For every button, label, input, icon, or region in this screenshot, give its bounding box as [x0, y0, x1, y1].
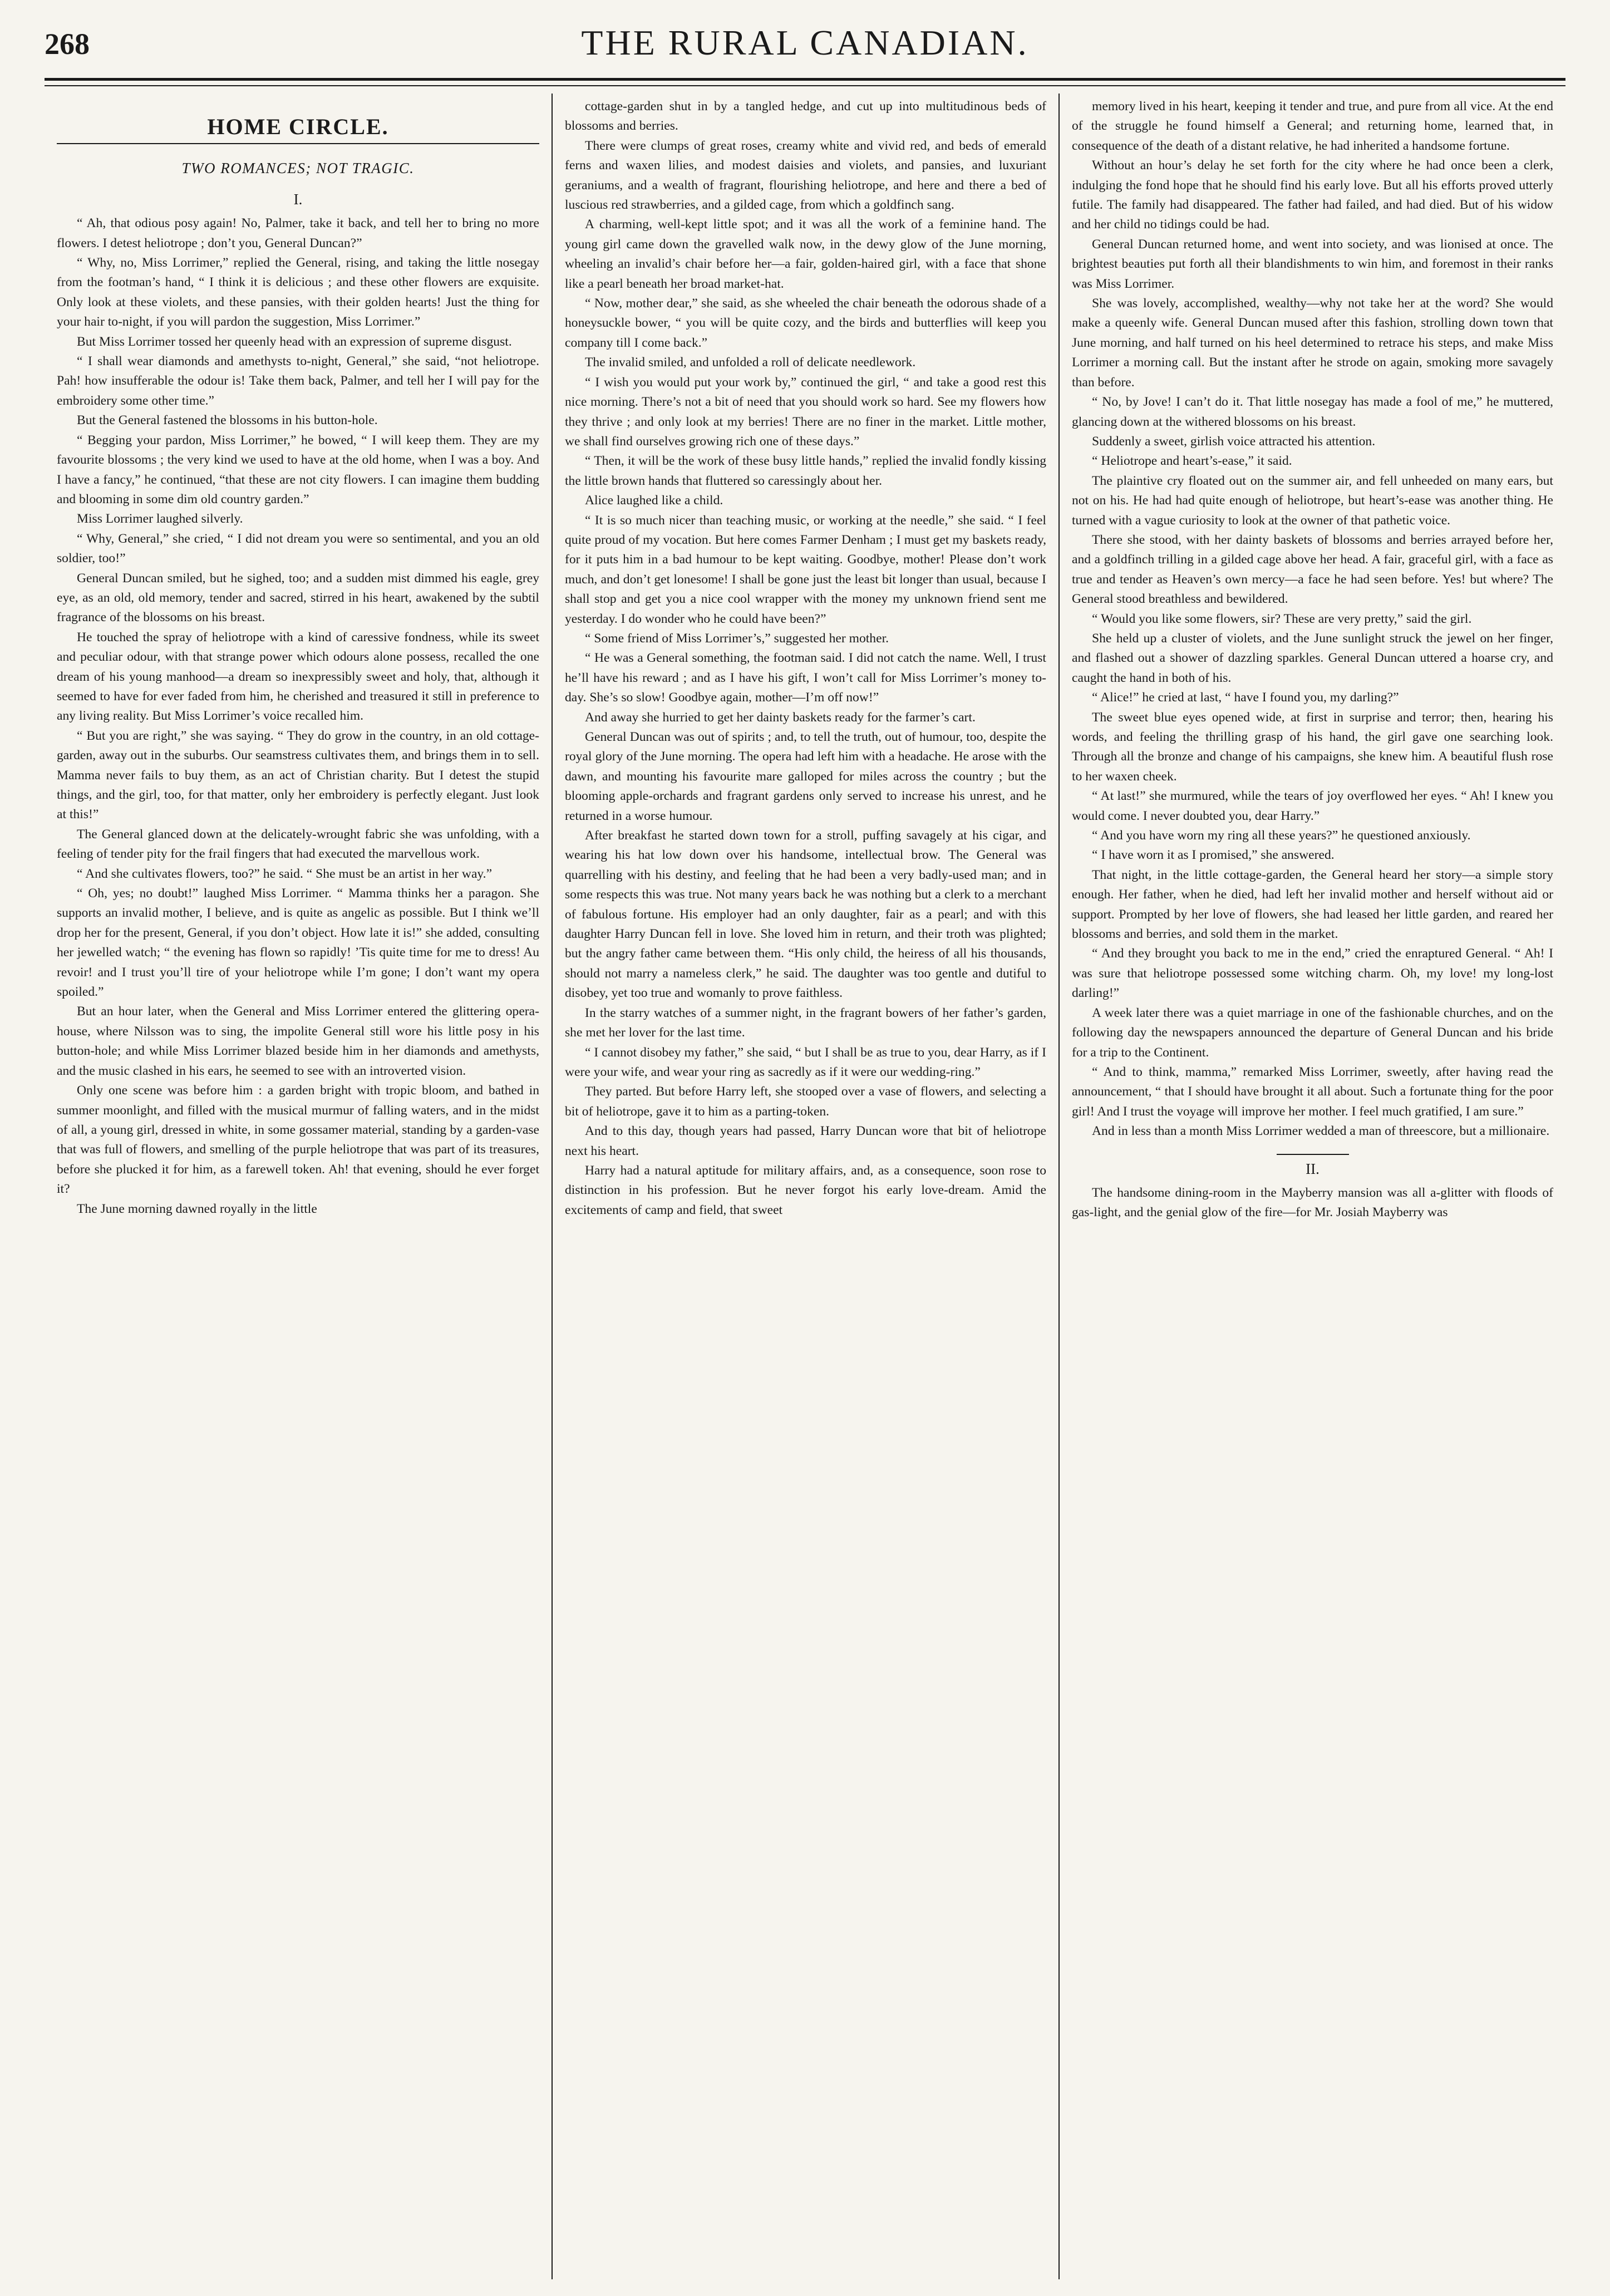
paragraph: There she stood, with her dainty baskets of blossoms and berries arrayed before her, and a goldfinch trilling in a gilded cage above her head. A fair, graceful girl, with a face as true and tender as Heaven’s own mercy—a face he had seen before. Yes! but where? The General stood breathless and bewildered.	[1072, 532, 1553, 607]
paragraph: “ Alice!” he cried at last, “ have I found you, my darling?”	[1092, 690, 1399, 705]
paragraph: “ I wish you would put your work by,” continued the girl, “ and take a good rest this nice morning. There’s not a bit of need that you should work so hard. See my flowers how they thrive ; and only look at my berries! There are no finer in the market. Little mother, we shall find ourselves growing rich one of these days.”	[565, 375, 1046, 449]
header-rule-thick	[45, 78, 1565, 81]
header-rule-thin	[45, 85, 1565, 86]
paragraph: memory lived in his heart, keeping it tender and true, and pure from all vice. At the end of the struggle he found himself a General; and returning home, learned that, in consequence of the death of a distant relative, he had inherited a handsome fortune.	[1072, 99, 1553, 153]
paragraph: “ And you have worn my ring all these years?” he questioned anxiously.	[1092, 828, 1471, 843]
paragraph: cottage-garden shut in by a tangled hedge, and cut up into multitudinous beds of blossoms and berries.	[565, 99, 1046, 134]
paragraph: The invalid smiled, and unfolded a roll of delicate needlework.	[585, 355, 916, 370]
column-2-text	[565, 97, 1046, 1220]
paragraph: The June morning dawned royally in the little	[77, 1201, 317, 1216]
column-grid	[45, 94, 1565, 2279]
part-divider-rule	[1277, 1154, 1349, 1155]
paragraph: “ And to think, mamma,” remarked Miss Lorrimer, sweetly, after having read the announcement, “ that I should have brought it all about. Such a fortunate thing for the poor girl! And I trust the voyage will improve her mother. I feel much gratified, I am sure.”	[1072, 1064, 1553, 1119]
paragraph: “ Why, General,” she cried, “ I did not dream you were so sentimental, and you an old soldier, too!”	[57, 531, 539, 566]
paragraph: The sweet blue eyes opened wide, at first in surprise and terror; then, hearing his words, and feeling the thrilling grasp of his hand, the girl gave one searching look. Through all the bronze and change of his campaigns, she knew him. A beautiful flush rose to her waxen cheek.	[1072, 710, 1553, 784]
paragraph: “ Ah, that odious posy again! No, Palmer, take it back, and tell her to bring no more flowers. I detest heliotrope ; don’t you, General Duncan?”	[57, 216, 539, 250]
paragraph: She was lovely, accomplished, wealthy—why not take her at the word? She would make a queenly wife. General Duncan mused after this fashion, strolling down town that June morning, and half turned on his heel determined to retrace his steps, and make Miss Lorrimer a morning call. But the instant after he strode on again, smoking more savagely than before.	[1072, 296, 1553, 390]
paragraph: “ Now, mother dear,” she said, as she wheeled the chair beneath the odorous shade of a honeysuckle bower, “ you will be quite cozy, and the birds and butterflies will keep you company till I come back.”	[565, 296, 1046, 350]
paragraph: A week later there was a quiet marriage in one of the fashionable churches, and on the following day the newspapers announced the departure of General Duncan and his bride for a trip to the Continent.	[1072, 1005, 1553, 1060]
paragraph: “ Heliotrope and heart’s-ease,” it said.	[1092, 454, 1292, 469]
running-title: THE RURAL CANADIAN.	[581, 23, 1029, 62]
paragraph: In the starry watches of a summer night, in the fragrant bowers of her father’s garden, she met her lover for the last time.	[565, 1005, 1046, 1040]
paragraph: “ At last!” she murmured, while the tears of joy overflowed her eyes. “ Ah! I knew you would come. I never doubted you, dear Harry.”	[1072, 789, 1553, 823]
paragraph: “ I shall wear diamonds and amethysts to-night, General,” she said, “not heliotrope. Pah! how insufferable the odour is! Take them back, Palmer, and tell her I will pay for the embroidery some other time.”	[57, 354, 539, 408]
page-number: 268	[45, 27, 90, 61]
paragraph: “ Begging your pardon, Miss Lorrimer,” he bowed, “ I will keep them. They are my favourite blossoms ; the very kind we used to have at the old home, when I was a boy. And I have a fancy,” he continued, “that these are not city flowers. I can imagine them budding and blooming in some dim old country garden.”	[57, 432, 539, 507]
paragraph: They parted. But before Harry left, she stooped over a vase of flowers, and selecting a bit of heliotrope, gave it to him as a parting-token.	[565, 1084, 1046, 1119]
paragraph: “ Then, it will be the work of these busy little hands,” replied the invalid fondly kissing the little brown hands that fluttered so caressingly about her.	[565, 454, 1046, 488]
paragraph: Miss Lorrimer laughed silverly.	[77, 512, 243, 527]
paragraph: Alice laughed like a child.	[585, 493, 723, 508]
column-1-text	[57, 214, 539, 1219]
column-2	[552, 94, 1058, 2279]
paragraph: But Miss Lorrimer tossed her queenly head with an expression of supreme disgust.	[77, 334, 512, 349]
paragraph: Suddenly a sweet, girlish voice attracted his attention.	[1092, 434, 1376, 449]
paragraph: “ No, by Jove! I can’t do it. That little nosegay has made a fool of me,” he muttered, glancing down at the withered blossoms on his breast.	[1072, 395, 1553, 429]
column-1	[45, 94, 552, 2279]
column-3	[1058, 94, 1565, 2279]
paragraph: The handsome dining-room in the Mayberry mansion was all a-glitter with floods of gas-light, and the genial glow of the fire—for Mr. Josiah Mayberry was	[1072, 1185, 1553, 1220]
paragraph: He touched the spray of heliotrope with a kind of caressive fondness, while its sweet and peculiar odour, with that strange power which odours alone possess, recalled the one dream of his young manhood—a dream so inexpressibly sweet and holy, that, although it seemed to have for ever faded from him, he cherished and treasured it still in preference to any living reality. But Miss Lorrimer’s voice recalled him.	[57, 630, 539, 724]
paragraph: “ Some friend of Miss Lorrimer’s,” suggested her mother.	[585, 631, 889, 646]
column-3-text	[1072, 97, 1553, 1142]
paragraph: “ I cannot disobey my father,” she said, “ but I shall be as true to you, dear Harry, as if I were your wife, and wear your ring as sacredly as if it were our wedding-ring.”	[565, 1045, 1046, 1079]
paragraph: And in less than a month Miss Lorrimer wedded a man of threescore, but a millionaire.	[1092, 1124, 1550, 1139]
paragraph: “ I have worn it as I promised,” she answered.	[1092, 848, 1335, 863]
paragraph: “ But you are right,” she was saying. “ They do grow in the country, in an old cottage-garden, away out in the suburbs. Our seamstress cultivates them, and brings them in to sell. Mamma never fails to buy them, as an act of Christian charity. But I detest the stupid things, and the girl, too, for that matter, only her embroidery is perfectly elegant. Just look at this!”	[57, 728, 539, 822]
paragraph: General Duncan was out of spirits ; and, to tell the truth, out of humour, too, despite the royal glory of the June morning. The opera had left him with a headache. He arose with the dawn, and mounting his favourite mare galloped for miles across the country ; but the blooming apple-orchards and fragrant gardens only served to increase his unrest, and he returned in a worse humour.	[565, 730, 1046, 823]
story-title: TWO ROMANCES; NOT TRAGIC.	[181, 160, 415, 177]
paragraph: But the General fastened the blossoms in his button-hole.	[77, 413, 378, 428]
paragraph: “ It is so much nicer than teaching music, or working at the needle,” she said. “ I feel quite proud of my vocation. But here comes Farmer Denham ; I must get my baskets ready, for it puts him in a bad humour to be kept waiting. Goodbye, mother! Please don’t work much, and don’t get lonesome! I shall be gone just the least bit longer than usual, because I shall stop and get you a nice cool wrapper with the money my unknown friend sent me yesterday. I do wonder who he could have been?”	[565, 513, 1046, 626]
paragraph: The General glanced down at the delicately-wrought fabric she was unfolding, with a feeling of tender pity for the frail fingers that had executed the marvellous work.	[57, 827, 539, 862]
paragraph: “ Would you like some flowers, sir? These are very pretty,” said the girl.	[1092, 611, 1472, 626]
section-title-rule	[57, 143, 539, 144]
paragraph: And to this day, though years had passed, Harry Duncan wore that bit of heliotrope next his heart.	[565, 1124, 1046, 1158]
part-one-heading: I.	[293, 190, 303, 208]
paragraph: She held up a cluster of violets, and the June sunlight struck the jewel on her finger, and flashed out a shower of dazzling sparkles. General Duncan uttered a hoarse cry, and caught the hand in both of his.	[1072, 631, 1553, 685]
paragraph: “ Oh, yes; no doubt!” laughed Miss Lorrimer. “ Mamma thinks her a paragon. She supports an invalid mother, I believe, and is quite as angelic as possible. But I think we’ll drop her for the present, General, if you don’t object. How late it is!” she added, consulting her jewelled watch; “ the evening has flown so rapidly! ’Tis quite time for me to dress! Au revoir! and I trust you’ll tire of your heliotrope while I’m gone; I don’t want my opera spoiled.”	[57, 886, 539, 1000]
paragraph: “ And she cultivates flowers, too?” he said. “ She must be an artist in her way.”	[77, 866, 493, 881]
paragraph: Only one scene was before him : a garden bright with tropic bloom, and bathed in summer moonlight, and filled with the musical murmur of falling waters, and in the midst of all, a young girl, dressed in white, in some gossamer material, standing by a garden-vase that was full of flowers, and smelling of the purple heliotrope that was part of its treasures, before she plucked it for him, as a farewell token. Ah! that evening, should he ever forget it?	[57, 1083, 539, 1197]
part-two-heading: II.	[1306, 1160, 1319, 1177]
paragraph: But an hour later, when the General and Miss Lorrimer entered the glittering opera-house, where Nilsson was to sing, the impolite General still wore his little posy in his button-hole; and while Miss Lorrimer blazed beside him in her diamonds and amethysts, and the music clashed in his ears, he seemed to see with an introverted vision.	[57, 1004, 539, 1078]
paragraph: “ And they brought you back to me in the end,” cried the enraptured General. “ Ah! I was sure that heliotrope possessed some witching charm. Oh, my love! my long-lost darling!”	[1072, 946, 1553, 1001]
paragraph: Harry had a natural aptitude for military affairs, and, as a consequence, soon rose to distinction in his profession. But he never forgot his early love-dream. Amid the excitements of camp and field, that sweet	[565, 1163, 1046, 1217]
part-two-text	[1072, 1183, 1553, 1223]
paragraph: And away she hurried to get her dainty baskets ready for the farmer’s cart.	[585, 710, 976, 725]
paragraph: The plaintive cry floated out on the summer air, and fell unheeded on many ears, but not on his. He had had quite enough of heliotrope, but heart’s-ease was another thing. He turned with a vague curiosity to look at the owner of that pathetic voice.	[1072, 473, 1553, 528]
paragraph: After breakfast he started down town for a stroll, puffing savagely at his cigar, and wearing his hat low down over his handsome, intellectual brow. The General was quarrelling with his destiny, and feeling that he had been a very badly-used man; and in some respects this was true. Not many years back he was nothing but a clerk to a merchant of fabulous fortune. His employer had an only daughter, fair as a pearl; and with this daughter Harry Duncan fell in love. She loved him in return, and their troth was plighted; but the angry father came between them. “His only child, the heiress of all his thousands, should not marry a nameless clerk,” he said. The daughter was too gentle and dutiful to disobey, yet too true and womanly to prove faithless.	[565, 828, 1046, 1001]
paragraph: Without an hour’s delay he set forth for the city where he had once been a clerk, indulging the fond hope that he should find his early love. But all his efforts proved utterly futile. The family had disappeared. The father had failed, and had died. But of his widow and her child no tidings could be had.	[1072, 158, 1553, 232]
paragraph: General Duncan smiled, but he sighed, too; and a sudden mist dimmed his eagle, grey eye, as an old, old memory, tender and sacred, stirred in his heart, awakened by the subtil fragrance of the blossoms on his breast.	[57, 571, 539, 625]
paragraph: “ He was a General something, the footman said. I did not catch the name. Well, I trust he’ll have his reward ; and as I have his gift, I won’t call for Miss Lorrimer’s money to-day. She’s so slow! Goodbye again, mother—I’m off now!”	[565, 651, 1046, 705]
paragraph: That night, in the little cottage-garden, the General heard her story—a simple story enough. Her father, when he died, had left her invalid mother and herself without aid or support. Prompted by her love of flowers, she had leased her little garden, and reared her blossoms and berries, and sold them in the market.	[1072, 867, 1553, 942]
paragraph: General Duncan returned home, and went into society, and was lionised at once. The brightest beauties put forth all their blandishments to win him, and foremost in their ranks was Miss Lorrimer.	[1072, 237, 1553, 291]
paragraph: “ Why, no, Miss Lorrimer,” replied the General, rising, and taking the little nosegay from the footman’s hand, “ I think it is delicious ; and these other flowers are exquisite. Only look at these violets, and these pansies, with their golden hearts! Just the thing for your hair to-night, if you will pardon the suggestion, Miss Lorrimer.”	[57, 255, 539, 330]
paragraph: There were clumps of great roses, creamy white and vivid red, and beds of emerald ferns and waxen lilies, and modest daisies and violets, and pansies, and luxuriant geraniums, and a wealth of fragrant, flourishing heliotrope, and here and there a bed of luscious red strawberries, and a gilded cage, from which a goldfinch sang.	[565, 138, 1046, 213]
section-title: HOME CIRCLE.	[207, 114, 389, 139]
paragraph: A charming, well-kept little spot; and it was all the work of a feminine hand. The young girl came down the gravelled walk now, in the dewy glow of the June morning, wheeling an invalid’s chair before her—a fair, golden-haired girl, with a face that shone like a pearl beneath her broad market-hat.	[565, 217, 1046, 291]
